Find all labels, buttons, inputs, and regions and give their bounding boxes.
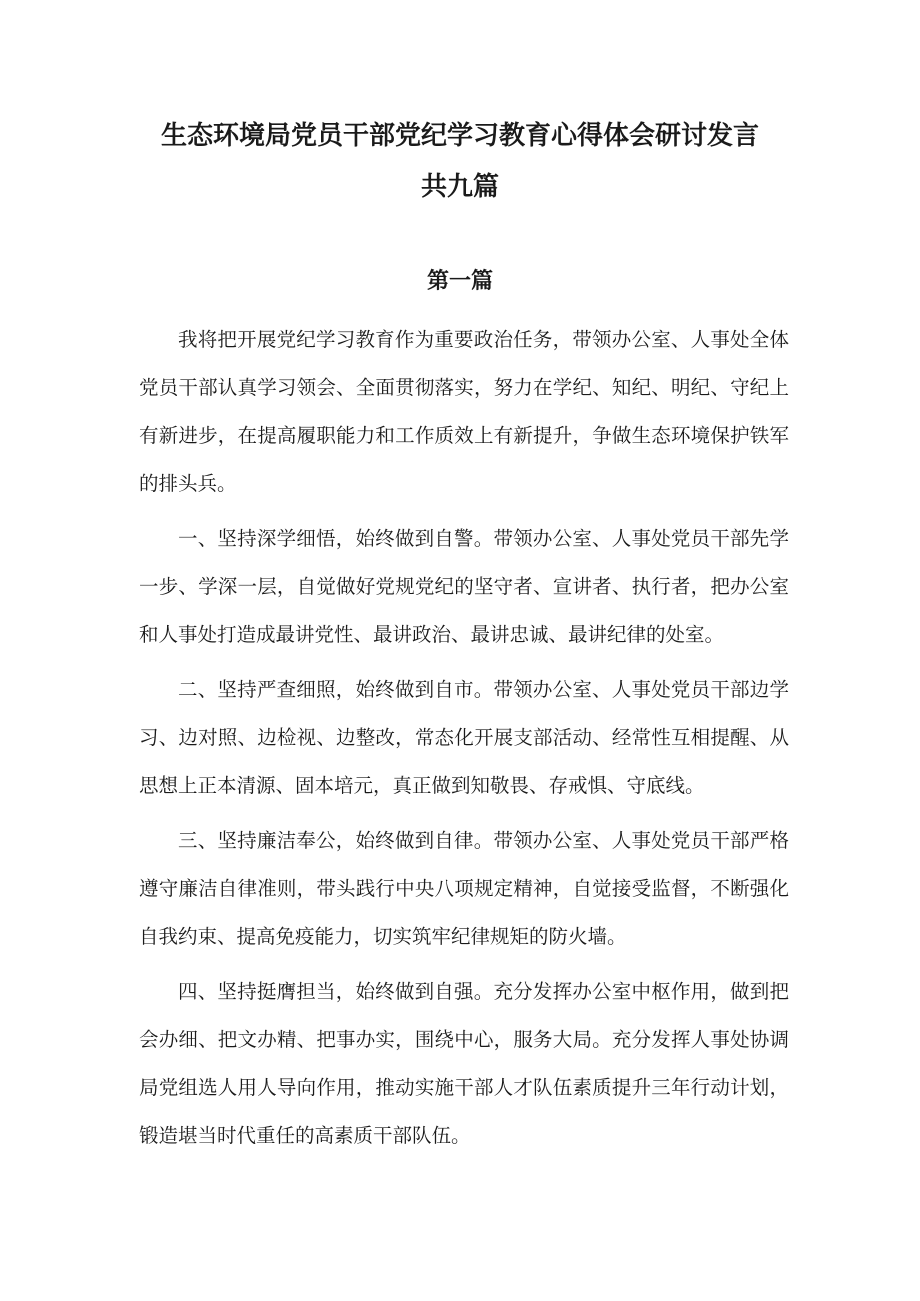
paragraph-point-1: 一、坚持深学细悟，始终做到自警。带领办公室、人事处党员干部先学一步、学深一层，自觉做好党规党纪的坚守者、宣讲者、执行者，把办公室和人事处打造成最讲党性、最讲政治、最讲忠诚、最讲纪律的处室。 <box>139 527 789 646</box>
paragraph-point-4: 四、坚持挺膺担当，始终做到自强。充分发挥办公室中枢作用，做到把会办细、把文办精、把事办实，围绕中心，服务大局。充分发挥人事处协调局党组选人用人导向作用，推动实施干部人才队伍素质提升三年行动计划，锻造堪当时代重任的高素质干部队伍。 <box>139 980 789 1147</box>
document-subtitle: 共九篇 <box>420 172 499 202</box>
document-body <box>139 316 789 1160</box>
paragraph-intro: 我将把开展党纪学习教育作为重要政治任务，带领办公室、人事处全体党员干部认真学习领会、全面贯彻落实，努力在学纪、知纪、明纪、守纪上有新进步，在提高履职能力和工作质效上有新提升，争做生态环境保护铁军的排头兵。 <box>139 328 789 495</box>
paragraph-point-2: 二、坚持严查细照，始终做到自市。带领办公室、人事处党员干部边学习、边对照、边检视、边整改，常态化开展支部活动、经常性互相提醒、从思想上正本清源、固本培元，真正做到知敬畏、存戒惧、守底线。 <box>139 678 789 797</box>
document-title: 生态环境局党员干部党纪学习教育心得体会研讨发言 <box>160 121 759 151</box>
paragraph-point-3: 三、坚持廉洁奉公，始终做到自律。带领办公室、人事处党员干部严格遵守廉洁自律准则，带头践行中央八项规定精神，自觉接受监督，不断强化自我约束、提高免疫能力，切实筑牢纪律规矩的防火墙。 <box>139 829 789 948</box>
section-heading: 第一篇 <box>426 269 493 294</box>
